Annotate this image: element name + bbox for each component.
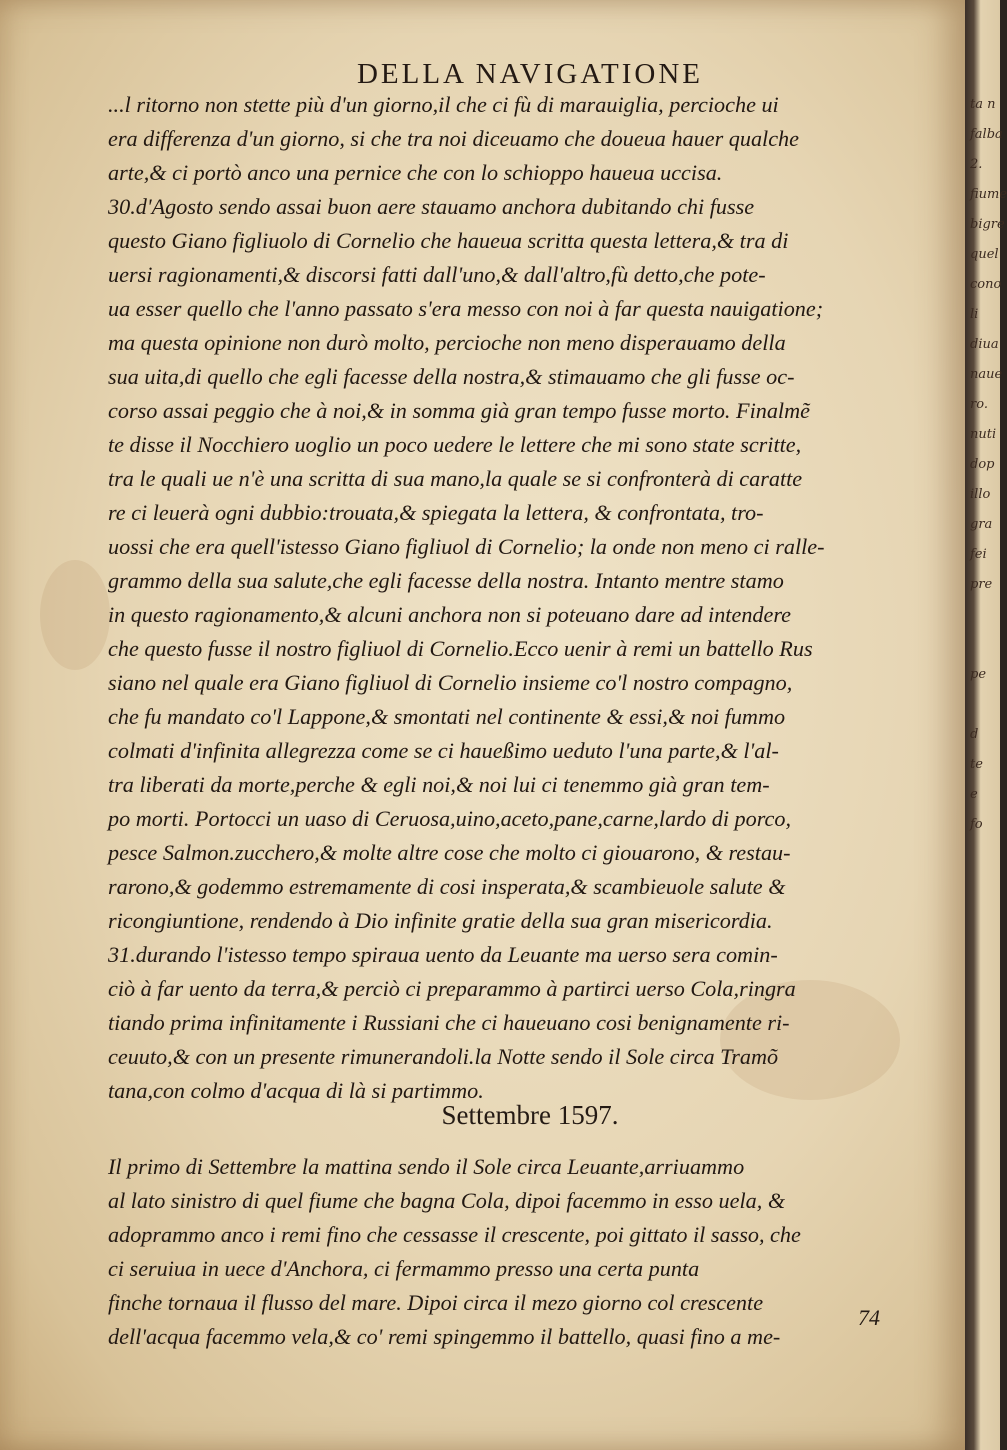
facing-page-fragment: quel — [970, 247, 999, 262]
facing-page-fragment: naue — [970, 367, 1003, 382]
facing-page-text — [970, 90, 1007, 840]
text-line: re ci leuerà ogni dubbio:trouata,& spiegata la lettera, & confrontata, tro- — [108, 500, 764, 525]
text-line: tra le quali ue n'è una scritta di sua mano,la quale se si confronterà di caratte — [108, 466, 803, 491]
text-line: grammo della sua salute,che egli facesse della nostra. Intanto mentre stamo — [108, 568, 784, 593]
text-line: finche tornaua il flusso del mare. Dipoi circa il mezo giorno col crescente — [108, 1290, 764, 1315]
text-line: sua uita,di quello che egli facesse della nostra,& stimauamo che gli fusse oc- — [108, 364, 795, 389]
text-line: ricongiuntione, rendendo à Dio infinite gratie della sua gran misericordia. — [108, 908, 773, 933]
text-line: al lato sinistro di quel fiume che bagna Cola, dipoi facemmo in esso uela, & — [108, 1188, 786, 1213]
facing-page-fragment: illo — [970, 487, 991, 502]
text-line: corso assai peggio che à noi,& in somma già gran tempo fusse morto. Finalmẽ — [108, 398, 810, 423]
facing-page-fragment: e — [970, 787, 978, 802]
facing-page-fragment: gra — [970, 517, 993, 532]
text-line: dell'acqua facemmo vela,& co' remi spingemmo il battello, quasi fino a me- — [108, 1324, 781, 1349]
text-line: 30.d'Agosto sendo assai buon aere stauamo anchora dubitando chi fusse — [108, 194, 755, 219]
facing-page-fragment — [970, 690, 998, 720]
running-head: DELLA NAVIGATIONE — [356, 58, 704, 90]
text-line: tra liberati da morte,perche & egli noi,& noi lui ci tenemmo già gran tem- — [108, 772, 770, 797]
facing-page-fragment: dop — [970, 457, 995, 472]
facing-page-fragment: 2. — [970, 157, 983, 172]
text-line: questo Giano figliuolo di Cornelio che haueua scritta questa lettera,& tra di — [108, 228, 789, 253]
text-line: tiando prima infinitamente i Russiani che ci haueuano cosi benignamente ri- — [108, 1010, 790, 1035]
text-line: era differenza d'un giorno, si che tra noi diceuamo che doueua hauer qualche — [108, 126, 799, 151]
facing-page-fragment: te — [970, 757, 983, 772]
facing-page-fragment: fei — [970, 547, 987, 562]
text-line: po morti. Portocci un uaso di Ceruosa,uino,aceto,pane,carne,lardo di porco, — [108, 806, 792, 831]
text-line: ceuuto,& con un presente rimunerandoli.la Notte sendo il Sole circa Tramõ — [108, 1044, 779, 1069]
text-line: ma questa opinione non durò molto, percioche non meno disperauamo della — [108, 330, 786, 355]
facing-page-fragment — [970, 630, 998, 660]
text-line: 31.durando l'istesso tempo spiraua uento da Leuante ma uerso sera comin- — [108, 942, 778, 967]
book-spine — [965, 0, 1007, 1450]
facing-page-fragment: li — [970, 307, 979, 322]
text-line: Il primo di Settembre la mattina sendo il Sole circa Leuante,arriuammo — [108, 1154, 745, 1179]
text-line: ...l ritorno non stette più d'un giorno,il che ci fù di marauiglia, percioche ui — [108, 92, 779, 117]
text-line: ciò à far uento da terra,& perciò ci preparammo à partirci uerso Cola,ringra — [108, 976, 796, 1001]
facing-page-fragment: cono — [970, 277, 1002, 292]
text-line: arte,& ci portò anco una pernice che con lo schioppo haueua uccisa. — [108, 160, 723, 185]
text-line: uossi che era quell'istesso Giano figliuol di Cornelio; la onde non meno ci ralle- — [108, 534, 825, 559]
facing-page-fragment — [970, 600, 998, 630]
text-line: colmati d'infinita allegrezza come se ci haueßimo ueduto l'una parte,& l'al- — [108, 738, 779, 763]
section-heading: Settembre 1597. — [441, 1100, 619, 1130]
text-line: che fu mandato co'l Lappone,& smontati nel continente & essi,& noi fummo — [108, 704, 786, 729]
text-line: siano nel quale era Giano figliuol di Cornelio insieme co'l nostro compagno, — [108, 670, 793, 695]
text-line: ci seruiua in uece d'Anchora, ci fermammo presso una certa punta — [108, 1256, 700, 1281]
facing-page-fragment: pre — [970, 577, 993, 592]
text-line: rarono,& godemmo estremamente di cosi insperata,& scambieuole salute & — [108, 874, 786, 899]
text-line: in questo ragionamento,& alcuni anchora non si poteuano dare ad intendere — [108, 602, 792, 627]
facing-page-fragment: bigre — [970, 217, 1005, 232]
text-line: adoprammo anco i remi fino che cessasse il crescente, poi gittato il sasso, che — [108, 1222, 801, 1247]
facing-page-fragment: nuti — [970, 427, 997, 442]
text-line: pesce Salmon.zucchero,& molte altre cose che molto ci giouarono, & restau- — [108, 840, 791, 865]
facing-page-fragment: d — [970, 727, 979, 742]
text-line: tana,con colmo d'acqua di là si partimmo. — [108, 1078, 484, 1103]
paper-stain — [40, 560, 110, 670]
text-line: ua esser quello che l'anno passato s'era messo con noi à far questa nauigatione; — [108, 296, 824, 321]
text-line: uersi ragionamenti,& discorsi fatti dall'uno,& dall'altro,fù detto,che pote- — [108, 262, 766, 287]
facing-page-fragment: fo — [970, 817, 983, 832]
body-text — [108, 88, 923, 1108]
facing-page-fragment: pe — [970, 667, 987, 682]
text-line: te disse il Nocchiero uoglio un poco uedere le lettere che mi sono state scritte, — [108, 432, 802, 457]
page-number: 74 — [858, 1305, 880, 1330]
facing-page-fragment: fiume — [970, 187, 1007, 202]
text-line: che questo fusse il nostro figliuol di Cornelio.Ecco uenir à remi un battello Rus — [108, 636, 813, 661]
facing-page-fragment: ro. — [970, 397, 988, 412]
facing-page-fragment: diua — [970, 337, 999, 352]
section-text — [108, 1150, 923, 1354]
facing-page-fragment: ta n — [970, 97, 996, 112]
facing-page-fragment: falba — [970, 127, 1003, 142]
